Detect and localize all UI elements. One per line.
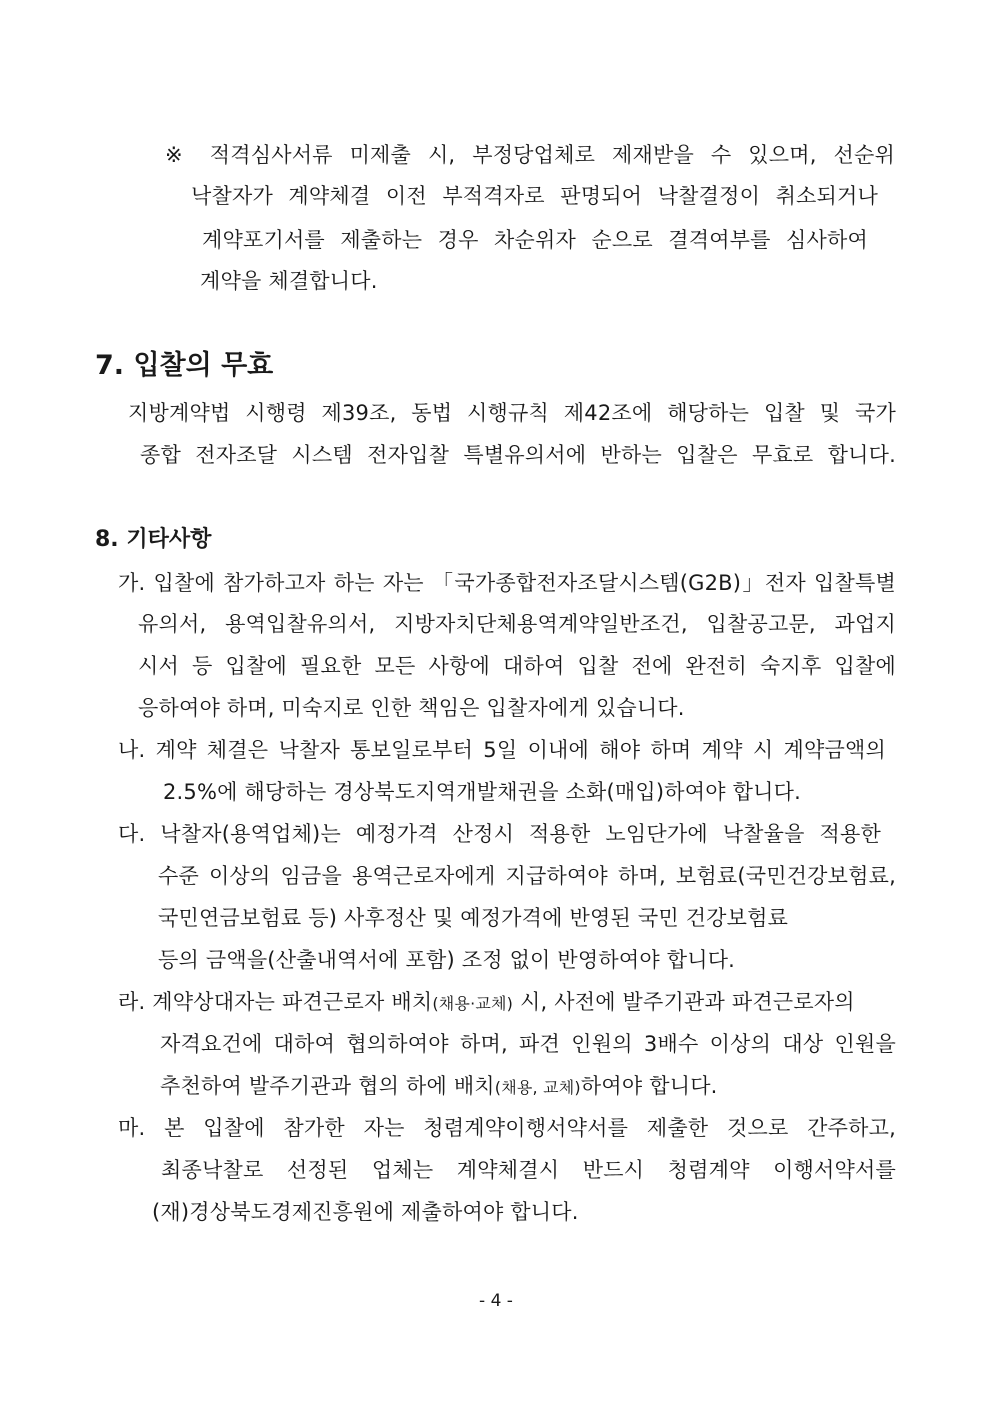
section-7-title: 7. 입찰의 무효 — [95, 350, 274, 381]
section-7-line-1: 지방계약법 시행령 제39조, 동법 시행규칙 제42조에 해당하는 입찰 및 국가 — [128, 401, 896, 425]
item-ma-line-2: 최종낙찰로 선정된 업체는 계약체결시 반드시 청렴계약 이행서약서를 — [161, 1158, 896, 1182]
item-ra-line-2: 자격요건에 대하여 협의하여야 하며, 파견 인원의 3배수 이상의 대상 인원을 — [160, 1032, 896, 1056]
item-ga-line-3: 시서 등 입찰에 필요한 모든 사항에 대하여 입찰 전에 완전히 숙지후 입찰에 — [138, 654, 896, 678]
note-line-4: 계약을 체결합니다. — [200, 269, 378, 293]
note-line-2: 낙찰자가 계약체결 이전 부적격자로 판명되어 낙찰결정이 취소되거나 — [191, 184, 878, 208]
note-line-3: 계약포기서를 제출하는 경우 차순위자 순으로 결격여부를 심사하여 — [202, 228, 868, 252]
item-da-line-4: 등의 금액을(산출내역서에 포함) 조정 없이 반영하여야 합니다. — [158, 948, 736, 972]
item-ra-line-3-small: (채용, 교체) — [494, 1078, 581, 1097]
item-ra-line-3-text-b: 하여야 합니다. — [580, 1074, 718, 1098]
item-ra-line-1-small: (채용·교체) — [432, 994, 514, 1013]
item-ma-line-3: (재)경상북도경제진흥원에 제출하여야 합니다. — [152, 1200, 579, 1224]
item-ra-line-1 — [118, 988, 855, 1018]
item-ra-line-3-text-a: 추천하여 발주기관과 협의 하에 배치 — [160, 1074, 495, 1098]
item-ra-line-3 — [160, 1072, 718, 1102]
item-na-line-1: 나. 계약 체결은 낙찰자 통보일로부터 5일 이내에 해야 하며 계약 시 계약금액의 — [118, 738, 886, 762]
item-da-line-1: 다. 낙찰자(용역업체)는 예정가격 산정시 적용한 노임단가에 낙찰율을 적용한 — [118, 822, 881, 846]
item-da-line-2: 수준 이상의 임금을 용역근로자에게 지급하여야 하며, 보험료(국민건강보험료, — [158, 864, 896, 888]
item-ga-line-2: 유의서, 용역입찰유의서, 지방자치단체용역계약일반조건, 입찰공고문, 과업지 — [138, 612, 896, 636]
item-ga-line-4: 응하여야 하며, 미숙지로 인한 책임은 입찰자에게 있습니다. — [138, 696, 685, 720]
item-ga-line-1: 가. 입찰에 참가하고자 하는 자는 「국가종합전자조달시스템(G2B)」전자 입찰특별 — [118, 571, 896, 595]
item-na-line-2: 2.5%에 해당하는 경상북도지역개발채권을 소화(매입)하여야 합니다. — [163, 780, 801, 804]
section-8-title: 8. 기타사항 — [95, 527, 212, 552]
item-da-line-3: 국민연금보험료 등) 사후정산 및 예정가격에 반영된 국민 건강보험료 — [158, 906, 789, 930]
item-ra-line-1-text-b: 시, 사전에 발주기관과 파견근로자의 — [513, 990, 855, 1014]
page-number: - 4 - — [479, 1291, 513, 1311]
note-line-1: ※ 적격심사서류 미제출 시, 부정당업체로 제재받을 수 있으며, 선순위 — [165, 143, 895, 167]
section-7-line-2: 종합 전자조달 시스템 전자입찰 특별유의서에 반하는 입찰은 무효로 합니다. — [140, 443, 896, 467]
item-ma-line-1: 마. 본 입찰에 참가한 자는 청렴계약이행서약서를 제출한 것으로 간주하고, — [118, 1116, 896, 1140]
item-ra-line-1-text-a: 라. 계약상대자는 파견근로자 배치 — [118, 990, 433, 1014]
